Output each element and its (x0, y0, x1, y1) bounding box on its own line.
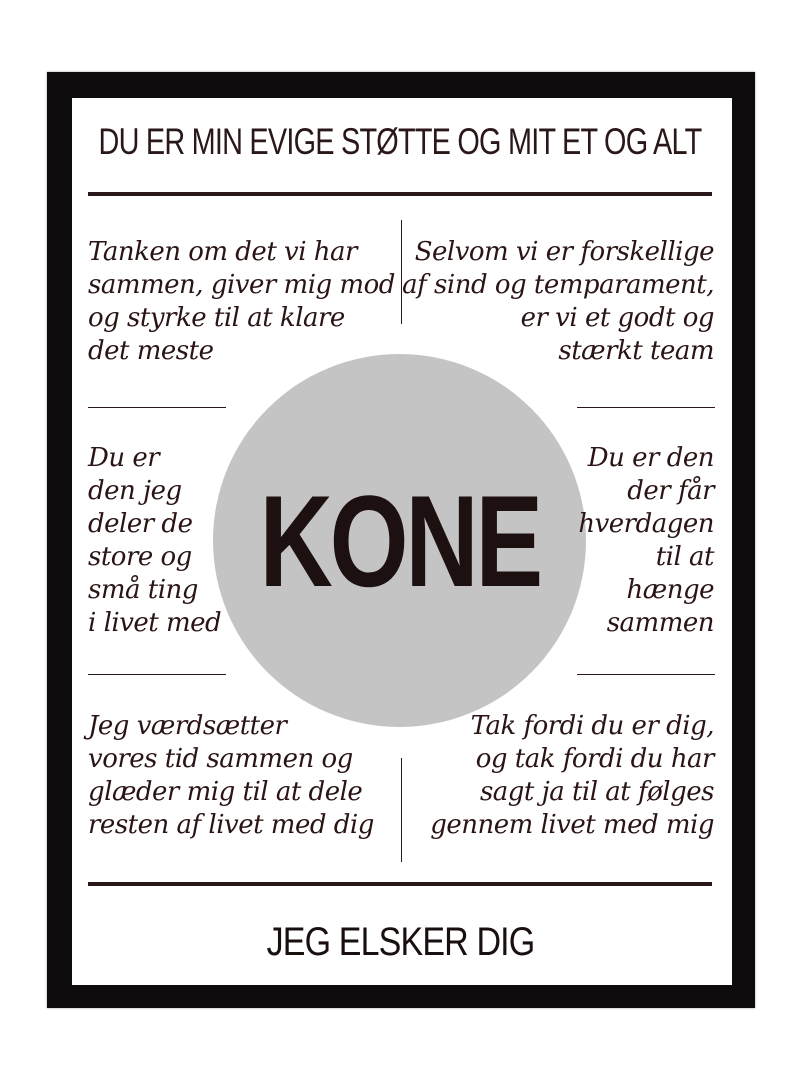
text-block-top-left: Tanken om det vi har sammen, giver mig mod og styrke til at klare det meste (88, 237, 395, 366)
poster-title: DU ER MIN EVIGE STØTTE OG MIT ET OG ALT (98, 121, 702, 162)
text-block-mid-right: Du er den der får hverdagen til at hænge sammen (578, 443, 714, 638)
text-block-top-right: Selvom vi er forskellige af sind og temparament, er vi et godt og stærkt team (402, 237, 714, 366)
text-block-mid-left: Du er den jeg deler de store og små ting i livet med (88, 443, 222, 638)
mid-right-lower-divider (577, 674, 715, 675)
text-block-bottom-left: Jeg værdsætter vores tid sammen og glæder mig til at dele resten af livet med dig (88, 711, 374, 840)
text-block-bottom-right: Tak fordi du er dig, og tak fordi du har sagt ja til at følges gennem livet med mig (430, 711, 714, 840)
top-divider (88, 192, 712, 196)
bottom-center-divider (401, 758, 402, 862)
center-word: KONE (259, 467, 540, 614)
mid-left-upper-divider (88, 407, 226, 408)
mid-right-upper-divider (577, 407, 715, 408)
bottom-divider (88, 882, 712, 886)
poster-footer: JEG ELSKER DIG (266, 920, 534, 964)
mid-left-lower-divider (88, 674, 226, 675)
